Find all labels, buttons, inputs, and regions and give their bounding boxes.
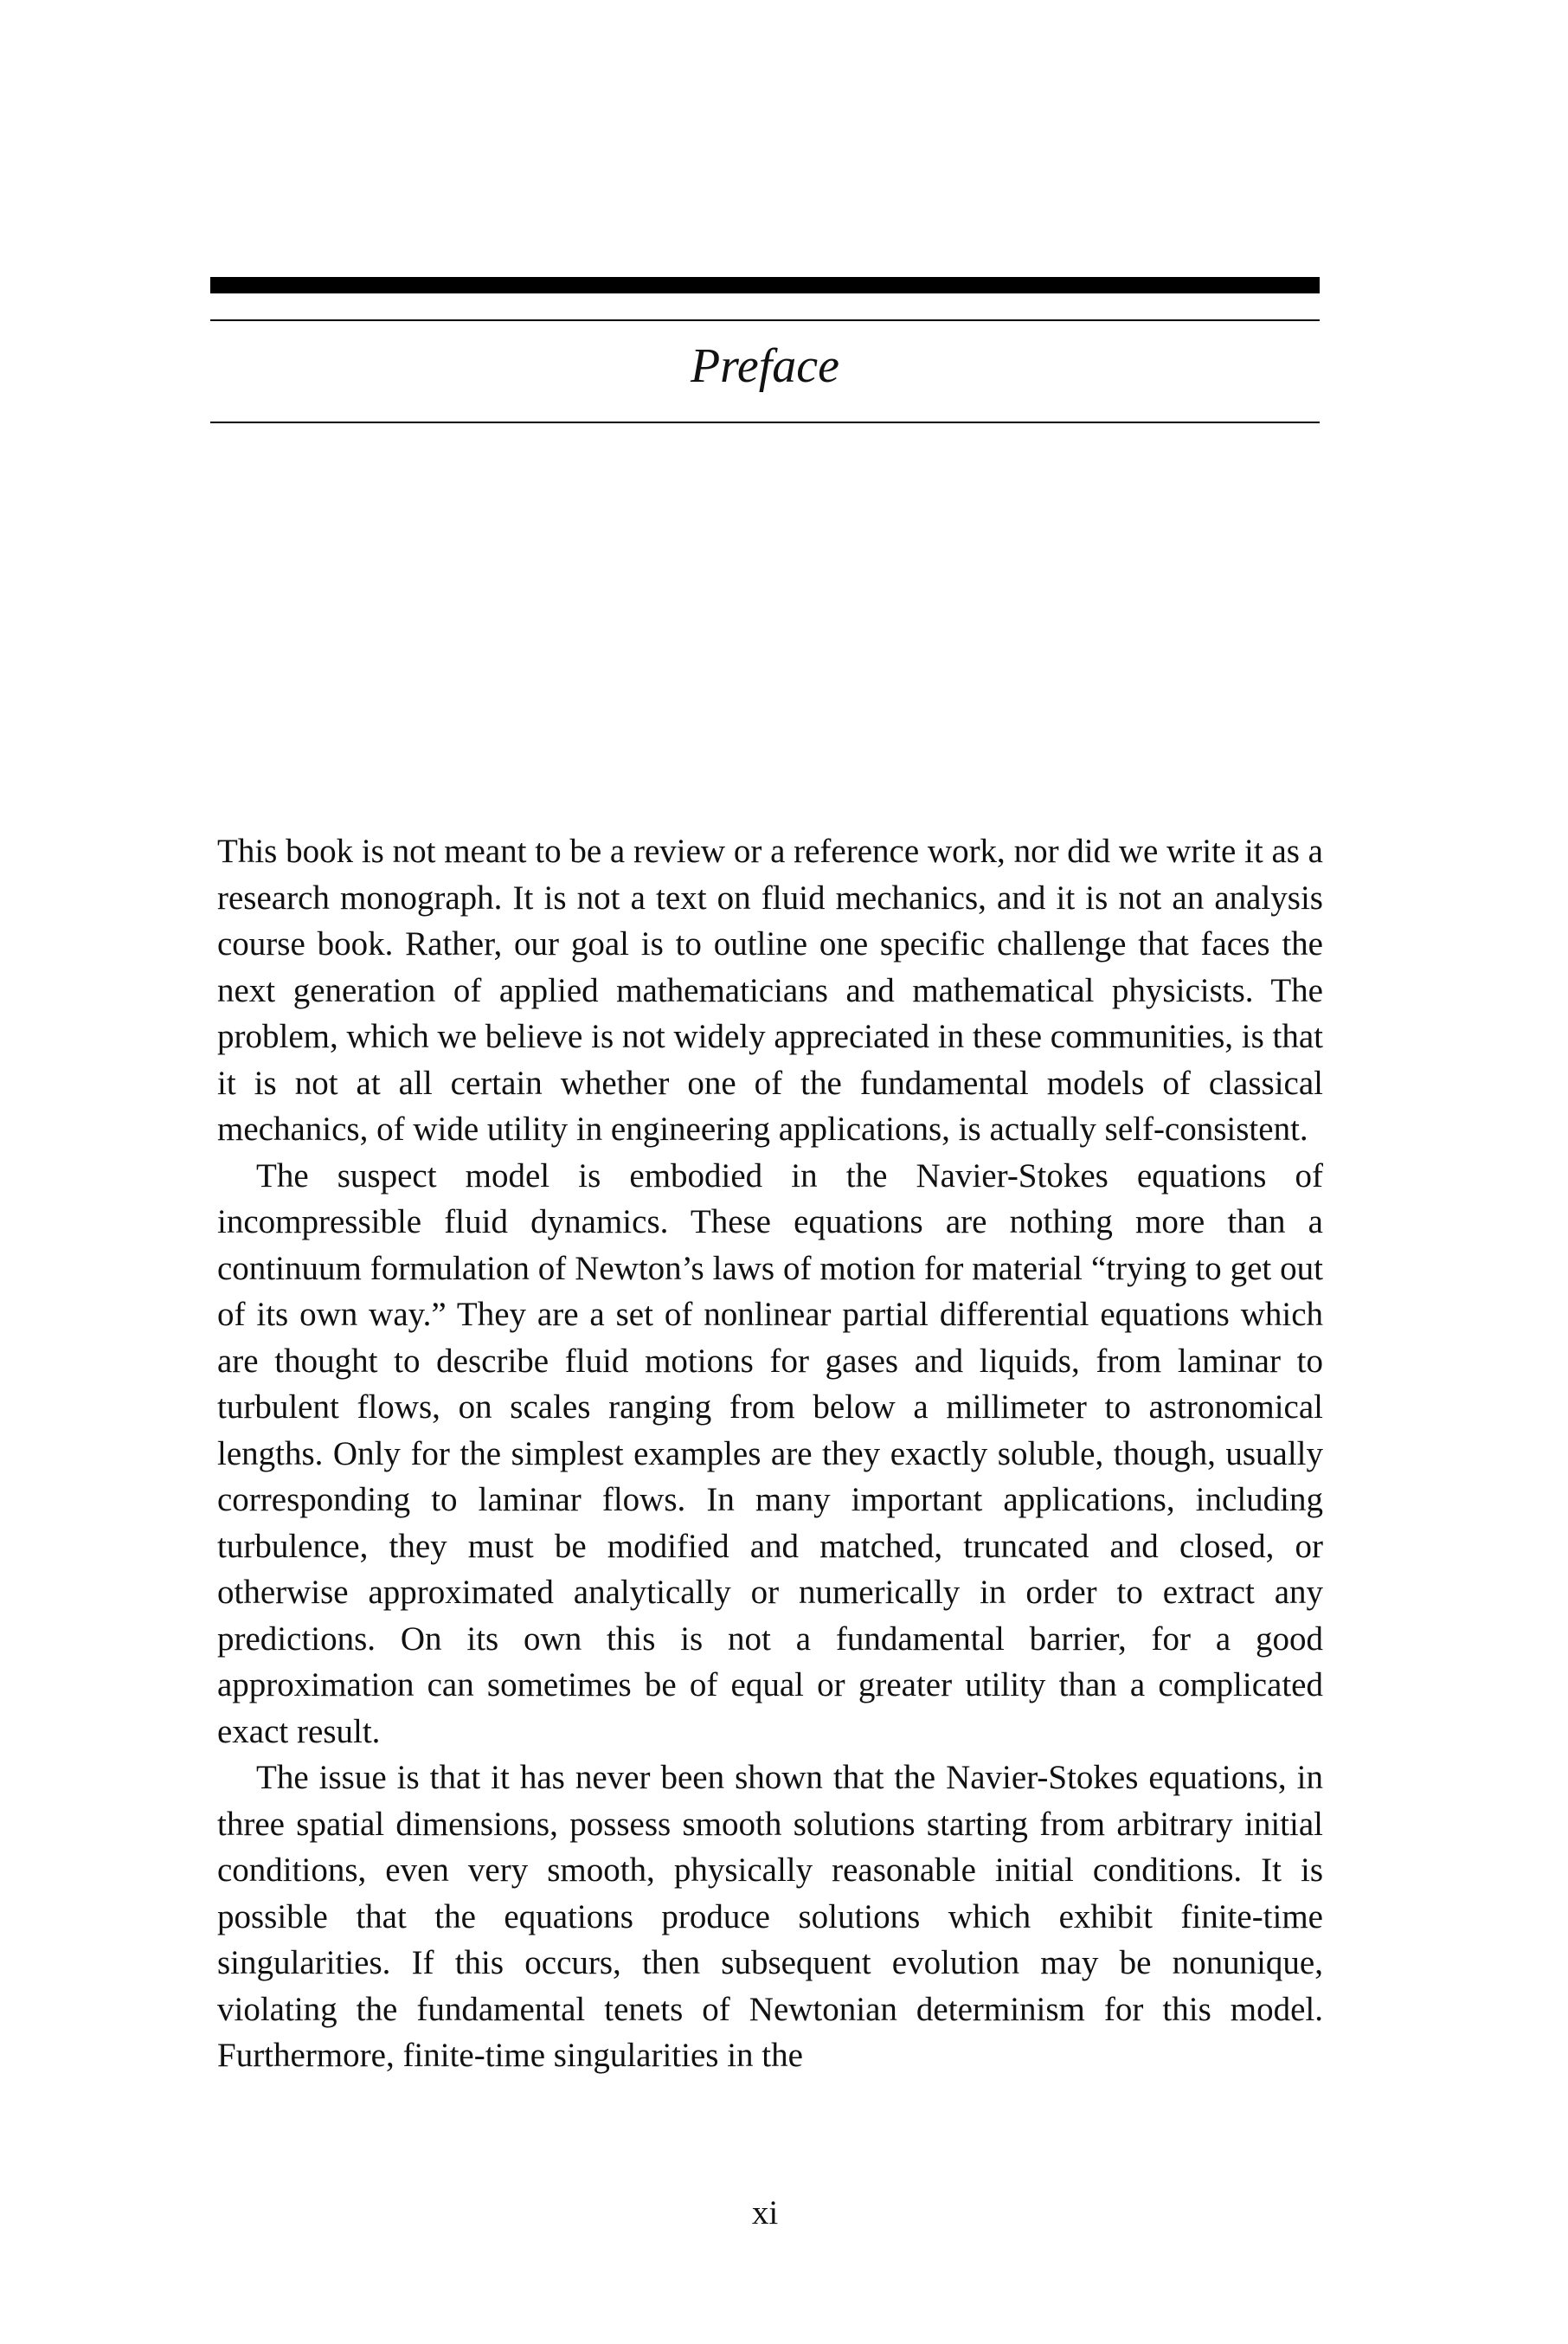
body-text xyxy=(217,828,1323,2079)
header-thin-rule-bottom xyxy=(210,422,1320,423)
paragraph-1: This book is not meant to be a review or a reference work, nor did we write it as a research monograph. It is not a text on fluid mechanics, and it is not an analysis course book. Rather, our goal is to outline one specific challenge that faces the next generation of applied mathematicians and mathematical physicists. The problem, which we believe is not widely appreciated in these communities, is that it is not at all certain whether one of the fundamental models of classical mechanics, of wide utility in engineering applications, is actually self-consistent. xyxy=(217,833,1323,1148)
page-number: xi xyxy=(751,2194,779,2231)
paragraph-3: The issue is that it has never been shown that the Navier-Stokes equations, in three spatial dimensions, possess smooth solutions starting from arbitrary initial conditions, even very smooth, physically reasonable initial conditions. It is possible that the equations produce solutions which exhibit finite-time singularities. If this occurs, then subsequent evolution may be nonunique, violating the fundamental tenets of Newtonian determinism for this model. Furthermore, finite-time singularities in the xyxy=(217,1759,1323,2074)
paragraph-2: The suspect model is embodied in the Navier-Stokes equations of incompressible fluid dynamics. These equations are nothing more than a continuum formulation of Newton’s laws of motion for material “trying to get out of its own way.” They are a set of nonlinear partial differential equations which are thought to describe fluid motions for gases and liquids, from laminar to turbulent flows, on scales ranging from below a millimeter to astronomical lengths. Only for the simplest examples are they exactly soluble, though, usually corresponding to laminar flows. In many important applications, including turbulence, they must be modified and matched, truncated and closed, or otherwise approximated analytically or numerically in order to extract any predictions. On its own this is not a fundamental barrier, for a good approximation can sometimes be of equal or greater utility than a complicated exact result. xyxy=(217,1156,1323,1750)
chapter-title: Preface xyxy=(690,339,840,393)
header-thick-rule xyxy=(210,277,1320,293)
header-thin-rule-top xyxy=(210,319,1320,321)
